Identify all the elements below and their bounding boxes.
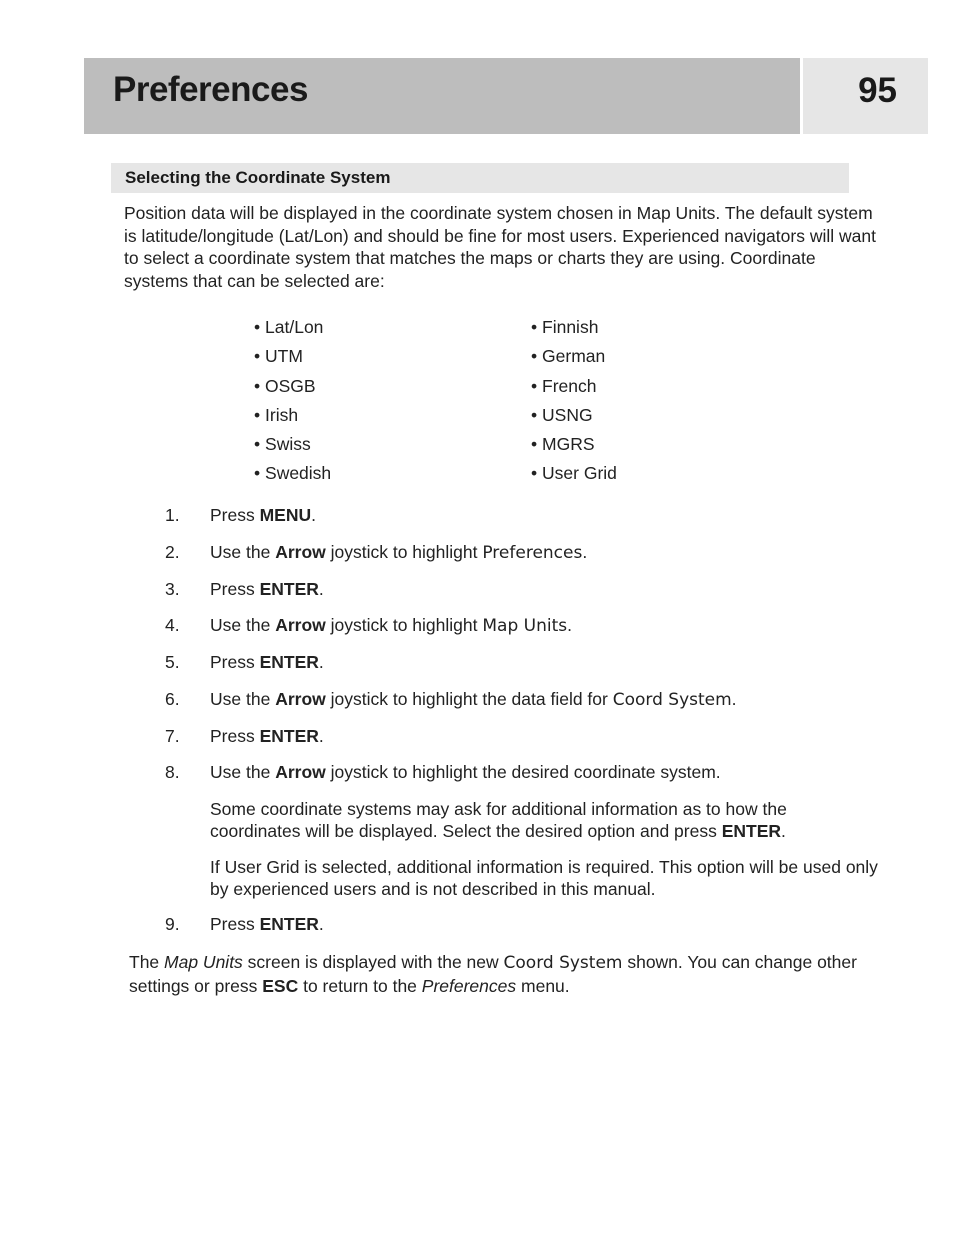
page-header — [84, 58, 928, 134]
header-title-bar — [84, 58, 800, 134]
section-heading-bar — [111, 163, 849, 193]
step-text: Use the Arrow joystick to highlight the desired coordinate system. — [210, 762, 721, 782]
closing-paragraph: The Map Units screen is displayed with the new Coord System shown. You can change other settings or press ESC to return to the Preferences menu. — [129, 952, 857, 996]
step-text: Press ENTER. — [210, 579, 324, 599]
step-text: Use the Arrow joystick to highlight the data field for Coord System. — [210, 689, 737, 710]
step-number: 9. — [165, 914, 180, 934]
list-item: • German — [531, 346, 606, 367]
step-number: 5. — [165, 652, 180, 672]
list-item: • User Grid — [531, 463, 617, 484]
coordinate-list-left — [254, 316, 331, 492]
section-heading: Selecting the Coordinate System — [125, 168, 391, 187]
header-page-box — [803, 58, 928, 134]
list-item: • USNG — [531, 404, 593, 425]
step-number: 6. — [165, 689, 180, 709]
step-number: 4. — [165, 615, 180, 635]
list-item: • UTM — [254, 346, 303, 367]
page-title: Preferences — [113, 70, 308, 109]
step-number: 2. — [165, 542, 180, 562]
list-item: • MGRS — [531, 434, 595, 455]
step-text: Press ENTER. — [210, 726, 324, 746]
list-item: • OSGB — [254, 375, 316, 396]
step-text: Use the Arrow joystick to highlight Preferences. — [210, 542, 588, 563]
step-text: Use the Arrow joystick to highlight Map Units. — [210, 615, 572, 636]
step-text: Press MENU. — [210, 505, 317, 525]
step-number: 3. — [165, 579, 180, 599]
coordinate-list-right — [531, 316, 617, 492]
list-item: • Lat/Lon — [254, 317, 324, 337]
step-text: Press ENTER. — [210, 914, 324, 934]
step-number: 7. — [165, 726, 180, 746]
list-item: • Irish — [254, 404, 299, 425]
step-number: 1. — [165, 505, 180, 525]
list-item: • Swiss — [254, 434, 311, 455]
list-item: • Swedish — [254, 463, 332, 484]
intro-paragraph: Position data will be displayed in the coordinate system chosen in Map Units. The default system is latitude/longitude (Lat/Lon) and should be fine for most users. Experienced navigators will want to select a coordinate system that matches the maps or charts they are using. Coordinate systems that can be selected are: — [124, 203, 876, 291]
step-number: 8. — [165, 762, 180, 782]
list-item: • Finnish — [531, 317, 599, 337]
page-number: 95 — [858, 71, 897, 110]
step-8-note-2: If User Grid is selected, additional information is required. This option will be used only by experienced users and is not described in this manual. — [210, 857, 878, 899]
step-8-note-1: Some coordinate systems may ask for additional information as to how the coordinates will be displayed. Select the desired option and press ENTER. — [210, 799, 787, 841]
step-text: Press ENTER. — [210, 652, 324, 672]
list-item: • French — [531, 375, 597, 396]
